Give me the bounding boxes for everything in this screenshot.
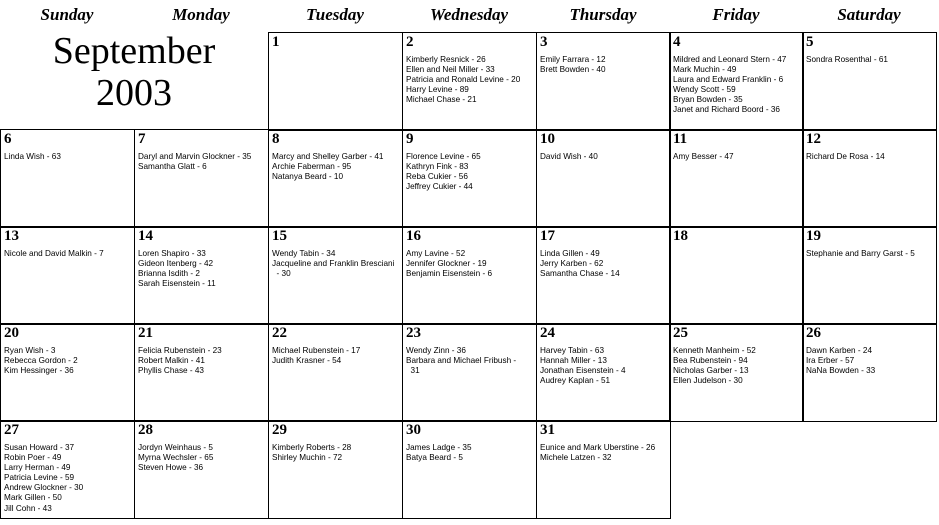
birthday-entry: Ellen Judelson - 30 bbox=[673, 376, 743, 386]
day-cell-1 bbox=[268, 32, 403, 131]
birthday-entry: Patricia and Ronald Levine - 20 bbox=[406, 75, 521, 85]
birthday-entry: Barbara and Michael Fribush - bbox=[406, 356, 517, 366]
day-cell-27 bbox=[0, 420, 135, 519]
year: 2003 bbox=[96, 72, 172, 114]
day-cell-30 bbox=[402, 420, 537, 519]
birthday-entry: Samantha Chase - 14 bbox=[540, 269, 620, 279]
birthday-entry: Florence Levine - 65 bbox=[406, 152, 481, 161]
birthday-entry: Batya Beard - 5 bbox=[406, 453, 463, 463]
day-number: 3 bbox=[540, 34, 548, 50]
birthday-list bbox=[138, 152, 268, 172]
day-cell-5 bbox=[802, 32, 937, 131]
birthday-list bbox=[673, 55, 803, 116]
birthday-entry: Kim Hessinger - 36 bbox=[4, 366, 74, 376]
birthday-entry: Amy Besser - 47 bbox=[673, 152, 734, 161]
birthday-entry: Linda Wish - 63 bbox=[4, 152, 61, 161]
day-number: 26 bbox=[806, 325, 821, 341]
birthday-entry: Sarah Eisenstein - 11 bbox=[138, 279, 216, 289]
day-cell-16 bbox=[402, 226, 537, 325]
birthday-entry: Marcy and Shelley Garber - 41 bbox=[272, 152, 384, 161]
day-cell-29 bbox=[268, 420, 403, 519]
birthday-entry: Reba Cukier - 56 bbox=[406, 172, 468, 182]
birthday-entry: Sondra Rosenthal - 61 bbox=[806, 55, 888, 64]
day-cell-24 bbox=[536, 323, 671, 422]
day-cell-12 bbox=[802, 129, 937, 228]
birthday-list bbox=[806, 249, 936, 259]
birthday-entry: Nicole and David Malkin - 7 bbox=[4, 249, 104, 258]
birthday-entry: Rebecca Gordon - 2 bbox=[4, 356, 78, 366]
birthday-list bbox=[540, 249, 670, 279]
birthday-entry: Loren Shapiro - 33 bbox=[138, 249, 206, 258]
day-header-monday: Monday bbox=[172, 5, 230, 24]
birthday-entry: Mark Gillen - 50 bbox=[4, 493, 62, 503]
day-number: 17 bbox=[540, 228, 555, 244]
birthday-entry: Hannah Miller - 13 bbox=[540, 356, 607, 366]
day-header-saturday: Saturday bbox=[837, 5, 901, 24]
birthday-entry: Wendy Scott - 59 bbox=[673, 85, 736, 95]
birthday-entry: Robin Poer - 49 bbox=[4, 453, 62, 463]
day-cell-17 bbox=[536, 226, 671, 325]
birthday-list bbox=[806, 152, 936, 162]
day-number: 27 bbox=[4, 422, 19, 438]
birthday-entry: Eunice and Mark Uberstine - 26 bbox=[540, 443, 656, 452]
day-header-wednesday: Wednesday bbox=[429, 5, 509, 24]
day-cell-8 bbox=[268, 129, 403, 228]
birthday-entry: Ellen and Neil Miller - 33 bbox=[406, 65, 495, 75]
birthday-entry: 31 bbox=[406, 366, 420, 376]
day-number: 24 bbox=[540, 325, 555, 341]
day-number: 21 bbox=[138, 325, 153, 341]
birthday-entry: Robert Malkin - 41 bbox=[138, 356, 205, 366]
birthday-entry: Audrey Kaplan - 51 bbox=[540, 376, 611, 386]
birthday-list bbox=[406, 152, 536, 192]
birthday-entry: Daryl and Marvin Glockner - 35 bbox=[138, 152, 252, 161]
day-cell-6 bbox=[0, 129, 135, 228]
birthday-entry: Richard De Rosa - 14 bbox=[806, 152, 885, 161]
birthday-list bbox=[673, 152, 803, 162]
day-number: 2 bbox=[406, 34, 414, 50]
day-cell-15 bbox=[268, 226, 403, 325]
day-number: 18 bbox=[673, 228, 688, 244]
day-number: 20 bbox=[4, 325, 19, 341]
day-number: 7 bbox=[138, 131, 146, 147]
birthday-entry: Michael Rubenstein - 17 bbox=[272, 346, 361, 355]
day-number: 6 bbox=[4, 131, 12, 147]
birthday-entry: Jerry Karben - 62 bbox=[540, 259, 604, 269]
day-header-sunday: Sunday bbox=[40, 5, 94, 24]
birthday-entry: Dawn Karben - 24 bbox=[806, 346, 872, 355]
birthday-entry: NaNa Bowden - 33 bbox=[806, 366, 876, 376]
birthday-entry: - 30 bbox=[272, 269, 291, 279]
birthday-list bbox=[673, 346, 803, 386]
birthday-entry: Shirley Muchin - 72 bbox=[272, 453, 343, 463]
day-number: 5 bbox=[806, 34, 814, 50]
birthday-entry: Susan Howard - 37 bbox=[4, 443, 75, 452]
birthday-entry: Laura and Edward Franklin - 6 bbox=[673, 75, 784, 85]
birthday-entry: Mark Muchin - 49 bbox=[673, 65, 737, 75]
birthday-entry: Bryan Bowden - 35 bbox=[673, 95, 743, 105]
day-number: 4 bbox=[673, 34, 681, 50]
birthday-entry: Emily Farrara - 12 bbox=[540, 55, 606, 64]
birthday-list bbox=[540, 346, 670, 386]
birthday-entry: Wendy Zinn - 36 bbox=[406, 346, 466, 355]
birthday-list bbox=[806, 55, 936, 65]
birthday-entry: Brianna Isdith - 2 bbox=[138, 269, 200, 279]
birthday-entry: Gideon Itenberg - 42 bbox=[138, 259, 214, 269]
day-cell-7 bbox=[134, 129, 269, 228]
birthday-list bbox=[272, 152, 402, 182]
day-number: 31 bbox=[540, 422, 555, 438]
birthday-list bbox=[138, 249, 268, 289]
day-number: 22 bbox=[272, 325, 287, 341]
birthday-list bbox=[406, 249, 536, 279]
birthday-list bbox=[4, 443, 134, 514]
birthday-entry: Phyllis Chase - 43 bbox=[138, 366, 204, 376]
day-number: 28 bbox=[138, 422, 153, 438]
birthday-entry: Kimberly Roberts - 28 bbox=[272, 443, 352, 452]
day-number: 1 bbox=[272, 34, 280, 50]
birthday-entry: Archie Faberman - 95 bbox=[272, 162, 352, 172]
day-number: 19 bbox=[806, 228, 821, 244]
birthday-entry: Wendy Tabin - 34 bbox=[272, 249, 336, 258]
day-cell-14 bbox=[134, 226, 269, 325]
birthday-entry: Harry Levine - 89 bbox=[406, 85, 469, 95]
birthday-entry: Patricia Levine - 59 bbox=[4, 473, 75, 483]
day-cell-21 bbox=[134, 323, 269, 422]
birthday-entry: Benjamin Eisenstein - 6 bbox=[406, 269, 493, 279]
day-number: 23 bbox=[406, 325, 421, 341]
day-header-thursday: Thursday bbox=[569, 5, 637, 24]
day-number: 12 bbox=[806, 131, 821, 147]
day-header-tuesday: Tuesday bbox=[306, 5, 364, 24]
birthday-entry: Jonathan Eisenstein - 4 bbox=[540, 366, 626, 376]
birthday-entry: Felicia Rubenstein - 23 bbox=[138, 346, 222, 355]
day-header-friday: Friday bbox=[712, 5, 760, 24]
birthday-entry: Steven Howe - 36 bbox=[138, 463, 204, 473]
birthday-entry: Michele Latzen - 32 bbox=[540, 453, 612, 463]
birthday-list bbox=[406, 346, 536, 376]
birthday-entry: Larry Herman - 49 bbox=[4, 463, 71, 473]
birthday-entry: Stephanie and Barry Garst - 5 bbox=[806, 249, 915, 258]
birthday-entry: Samantha Glatt - 6 bbox=[138, 162, 207, 172]
birthday-entry: Jacqueline and Franklin Bresciani bbox=[272, 259, 395, 269]
day-number: 11 bbox=[673, 131, 688, 147]
day-cell-25 bbox=[669, 323, 804, 422]
birthday-entry: Brett Bowden - 40 bbox=[540, 65, 606, 75]
day-number: 29 bbox=[272, 422, 287, 438]
birthday-entry: Harvey Tabin - 63 bbox=[540, 346, 605, 355]
birthday-list bbox=[272, 346, 402, 366]
birthday-entry: Myrna Wechsler - 65 bbox=[138, 453, 214, 463]
birthday-entry: Andrew Glockner - 30 bbox=[4, 483, 84, 493]
birthday-list bbox=[4, 346, 134, 376]
day-number: 13 bbox=[4, 228, 19, 244]
day-cell-18 bbox=[669, 226, 804, 325]
birthday-entry: Jordyn Weinhaus - 5 bbox=[138, 443, 213, 452]
birthday-entry: Nicholas Garber - 13 bbox=[673, 366, 749, 376]
day-cell-11 bbox=[669, 129, 804, 228]
birthday-list bbox=[406, 55, 536, 105]
birthday-entry: Kathryn Fink - 83 bbox=[406, 162, 469, 172]
day-cell-28 bbox=[134, 420, 269, 519]
birthday-entry: Janet and Richard Boord - 36 bbox=[673, 105, 780, 115]
day-cell-9 bbox=[402, 129, 537, 228]
birthday-entry: Jeffrey Cukier - 44 bbox=[406, 182, 473, 192]
birthday-entry: Judith Krasner - 54 bbox=[272, 356, 342, 366]
birthday-entry: Ira Erber - 57 bbox=[806, 356, 855, 366]
birthday-entry: Ryan Wish - 3 bbox=[4, 346, 56, 355]
day-cell-4 bbox=[669, 32, 804, 131]
birthday-entry: Natanya Beard - 10 bbox=[272, 172, 344, 182]
birthday-list bbox=[4, 152, 134, 162]
birthday-entry: Michael Chase - 21 bbox=[406, 95, 477, 105]
birthday-list bbox=[138, 346, 268, 376]
birthday-list bbox=[540, 443, 670, 463]
birthday-entry: Bea Rubenstein - 94 bbox=[673, 356, 748, 366]
day-number: 10 bbox=[540, 131, 555, 147]
day-number: 16 bbox=[406, 228, 421, 244]
birthday-entry: Kenneth Manheim - 52 bbox=[673, 346, 756, 355]
birthday-entry: Linda Gillen - 49 bbox=[540, 249, 600, 258]
day-cell-2 bbox=[402, 32, 537, 131]
day-cell-13 bbox=[0, 226, 135, 325]
day-cell-23 bbox=[402, 323, 537, 422]
birthday-list bbox=[272, 249, 402, 279]
birthday-list bbox=[806, 346, 936, 376]
day-number: 25 bbox=[673, 325, 688, 341]
birthday-entry: Mildred and Leonard Stern - 47 bbox=[673, 55, 787, 64]
day-cell-20 bbox=[0, 323, 135, 422]
day-number: 14 bbox=[138, 228, 153, 244]
birthday-list bbox=[138, 443, 268, 473]
day-cell-10 bbox=[536, 129, 671, 228]
birthday-entry: Amy Lavine - 52 bbox=[406, 249, 466, 258]
birthday-list bbox=[540, 55, 670, 75]
day-cell-22 bbox=[268, 323, 403, 422]
birthday-entry: Kimberly Resnick - 26 bbox=[406, 55, 486, 64]
birthday-entry: James Ladge - 35 bbox=[406, 443, 472, 452]
day-cell-19 bbox=[802, 226, 937, 325]
day-number: 30 bbox=[406, 422, 421, 438]
birthday-list bbox=[4, 249, 134, 259]
birthday-list bbox=[540, 152, 670, 162]
birthday-list bbox=[272, 443, 402, 463]
birthday-entry: Jennifer Glockner - 19 bbox=[406, 259, 487, 269]
day-cell-3 bbox=[536, 32, 671, 131]
day-cell-26 bbox=[802, 323, 937, 422]
day-number: 15 bbox=[272, 228, 287, 244]
month-name: September bbox=[52, 30, 216, 72]
birthday-list bbox=[406, 443, 536, 463]
birthday-entry: David Wish - 40 bbox=[540, 152, 598, 161]
day-number: 8 bbox=[272, 131, 280, 147]
day-number: 9 bbox=[406, 131, 414, 147]
day-cell-31 bbox=[536, 420, 671, 519]
birthday-entry: Jill Cohn - 43 bbox=[4, 503, 52, 513]
